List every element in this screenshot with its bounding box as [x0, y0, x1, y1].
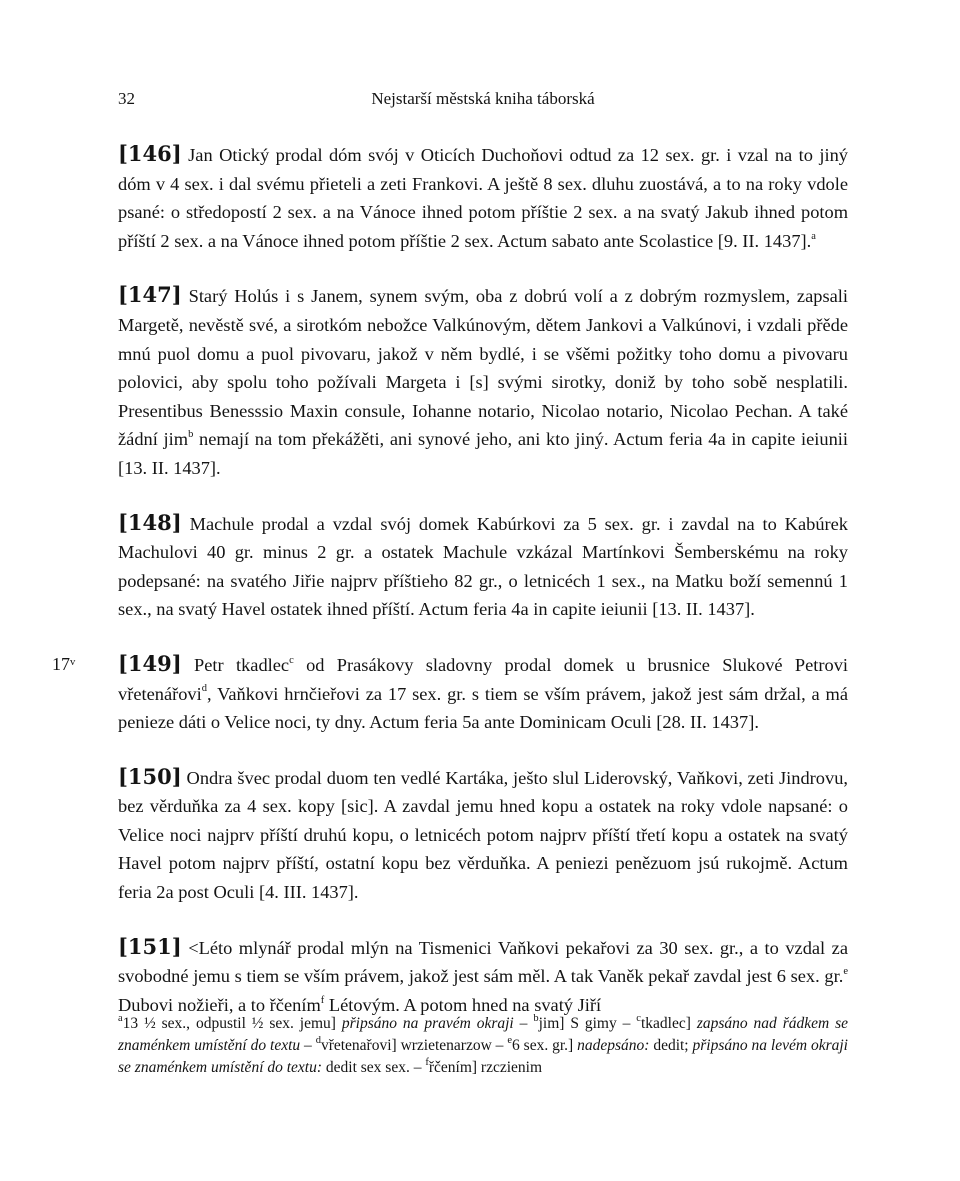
- footnote-separator: –: [513, 1015, 534, 1032]
- entry-146: [118, 140, 848, 255]
- footnote-mark: e: [507, 1034, 513, 1046]
- entry-text: Petr tkadlec: [181, 654, 290, 675]
- entry-148: [118, 509, 848, 624]
- entry-text: od Prasákovy sladovny prodal domek u brusnice Slukové Petrovi vřetenářovi: [118, 654, 849, 704]
- footnote-separator: –: [300, 1037, 316, 1054]
- entry-text: Létovým. A potom hned na svatý Jiří: [324, 994, 602, 1015]
- footnote-mark: a: [118, 1012, 123, 1024]
- footnote-mark: d: [315, 1034, 321, 1046]
- editorial-note: zapsáno nad řádkem se znaménkem umístění do textu: [118, 1015, 849, 1054]
- editorial-note: nadepsáno:: [577, 1037, 650, 1054]
- footnote-text: tkadlec]: [640, 1015, 691, 1032]
- footnote-ref: e: [843, 966, 848, 978]
- footnote-mark: f: [425, 1056, 429, 1068]
- entry-number: [149]: [118, 650, 182, 676]
- entry-text: Dubovi nožieři, a to řčením: [118, 994, 321, 1015]
- page-header: [118, 89, 848, 117]
- entry-number: [146]: [118, 141, 182, 166]
- footnote-mark: b: [533, 1012, 539, 1024]
- footnote-ref: c: [289, 654, 294, 666]
- running-title: Nejstarší městská kniha táborská: [371, 89, 595, 108]
- editorial-note: připsáno na levém okraji se znaménkem umístění do textu:: [118, 1037, 848, 1076]
- footnote-ref: d: [201, 683, 207, 695]
- footnote-text: jim] S gimy –: [538, 1015, 637, 1032]
- entries: [52, 140, 849, 1045]
- entry-text: Jan Otický prodal dóm svój v Oticích Duchoňovi odtud za 12 sex. gr. i vzal na to jiný dóm v 4 sex. i dal svému přieteli a zeti Frankovi. A ještě 8 sex. dluhu zuostává, a to na roky vdole psané: o středopostí 2 sex. a na Vánoce ihned potom příštie 2 sex. a na svatý Jakub ihned potom příští 2 sex. a na Vánoce ihned potom příštie 2 sex. Actum sabato ante Scolastice [9. II. 1437].: [118, 145, 848, 251]
- entry-text: Ondra švec prodal duom ten vedlé Kartáka, ješto slul Liderovský, Vaňkovi, zeti Jindrovu, bez věrduňka za 4 sex. kopy [sic]. A zavdal jemu hned kopu a ostatek na roky vdole napsané: o Velice noci najprv příští druhú kopu, o letnicéch potom najprv příští třetí kopu a ostatek na svatý Havel potom najprv příští, ostatní kopu bez věrduňka. A peniezi penězuom jsú rukojmě. Actum feria 2a post Oculi [4. III. 1437].: [118, 767, 848, 903]
- footnote-text: 13 ½ sex., odpustil ½ sex. jemu]: [122, 1015, 336, 1032]
- entry-text: Machule prodal a vzdal svój domek Kabúrkovi za 5 sex. gr. i zavdal na to Kabúrek Machulovi 40 gr. minus 2 gr. a ostatek Machule vzkázal Martínkovi Šemberskému na roky podepsané: na svatého Jiřie najprv příštieho 82 gr., o letnicéch 1 sex., na Matku boží semennú 1 sex., na svatý Havel ostatek ihned příští. Actum feria 4a in capite ieiunii [13. II. 1437].: [118, 513, 848, 620]
- footnote-text: 6 sex. gr.]: [512, 1037, 574, 1054]
- entry-number: [147]: [118, 282, 182, 308]
- footnote-ref: b: [188, 429, 194, 441]
- folio-margin-note: 17ᵛ: [52, 653, 76, 674]
- editorial-note: připsáno na pravém okraji: [341, 1015, 514, 1032]
- entry-150: [118, 763, 848, 907]
- entry-147: [118, 281, 848, 482]
- footnote-text: vřetenařovi] wrzietenarzow –: [320, 1037, 508, 1054]
- footnote-text: řčením] rzczienim: [428, 1059, 543, 1076]
- footnote-ref: f: [320, 994, 325, 1006]
- footnote-text: dedit sex sex. –: [322, 1059, 426, 1076]
- entry-number: [150]: [118, 763, 182, 789]
- footnote-mark: c: [636, 1012, 641, 1024]
- footnotes: [118, 1013, 848, 1079]
- footnote-text: dedit;: [649, 1037, 693, 1054]
- entry-text: <Léto mlynář prodal mlýn na Tismenici Vaňkovi pekařovi za 30 sex. gr., a to vzdal za svobodné jemu s tiem se vším právem, jakož jest sám měl. A tak Vaněk pekař zavdal jest 6 sex. gr.: [118, 937, 848, 987]
- entry-text: nemají na tom překážěti, ani synové jeho, ani kto jiný. Actum feria 4a in capite ieiunii [13. II. 1437].: [118, 429, 848, 478]
- page-number: 32: [118, 89, 135, 108]
- entry-number: [148]: [118, 509, 182, 535]
- footnote-ref: a: [811, 230, 816, 242]
- entry-text: , Vaňkovi hrnčieřovi za 17 sex. gr. s tiem se vším právem, jakož jest sám držal, a má penieze dáti o Velice noci, ty dny. Actum feria 5a ante Dominicam Oculi [28. II. 1437].: [118, 683, 848, 733]
- entry-text: Starý Holús i s Janem, synem svým, oba z dobrú volí a z dobrým rozmyslem, zapsali Margetě, nevěstě své, a sirotkóm nebožce Valkúnovým, dětem Jankovi a Valkúnovi, i vzdali přěde mnú puol domu a puol pivovaru, jakož v něm bydlé, i se všěmi požitky toho domu a pivovaru polovici, aby spolu toho požívali Margeta i [s] svými sirotky, doniž by toho sobě nesplatili. Presentibus Benesssio Maxin consule, Iohanne notario, Nicolao notario, Nicolao Pechan. A také žádní jim: [118, 286, 848, 450]
- entry-151: [118, 933, 848, 1020]
- entry-number: [151]: [118, 933, 182, 959]
- entry-149: [52, 650, 849, 737]
